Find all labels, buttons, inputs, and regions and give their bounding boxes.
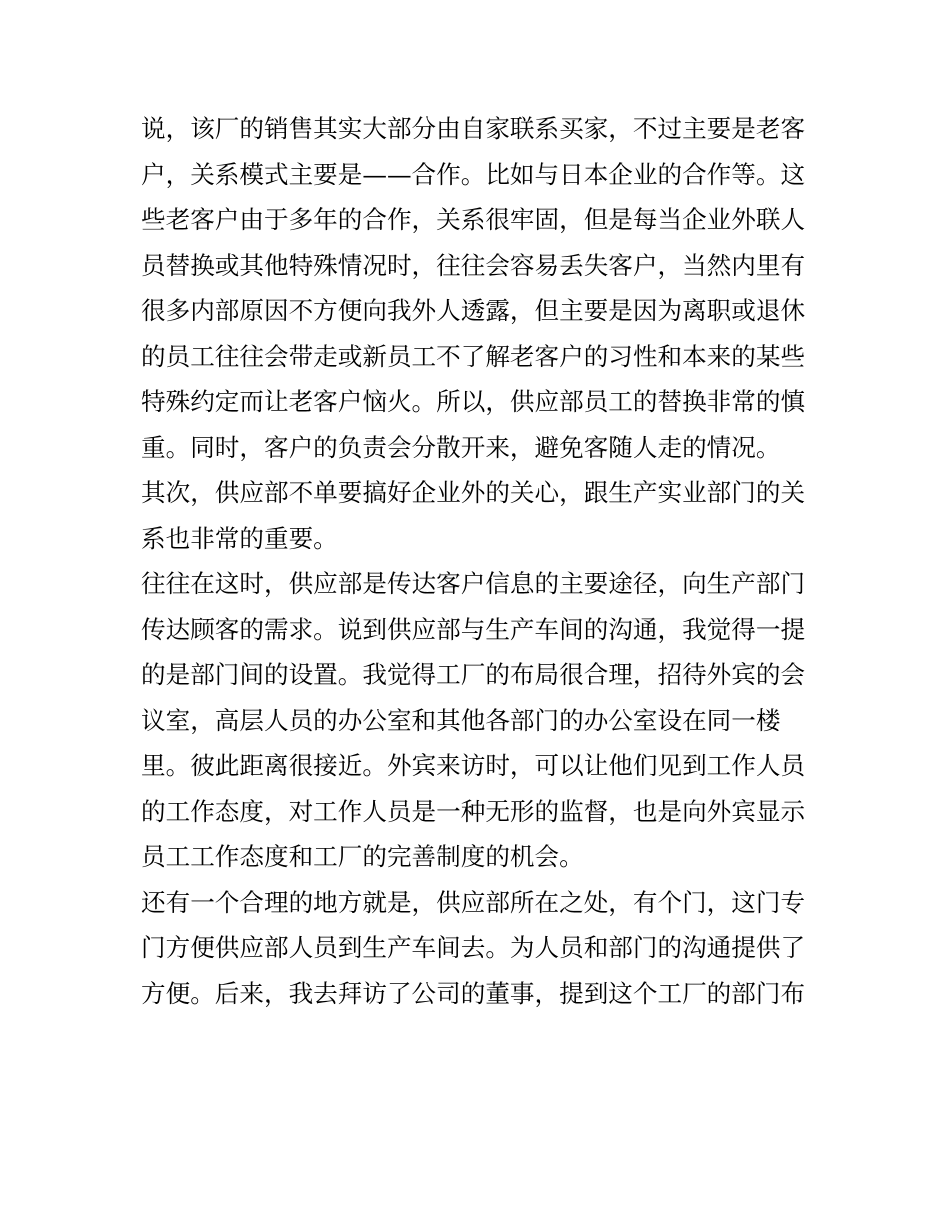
text-line: 的是部门间的设置。我觉得工厂的布局很合理，招待外宾的会 bbox=[141, 660, 806, 689]
text-line: 重。同时，客户的负责会分散开来，避免客随人走的情况。 bbox=[141, 432, 781, 462]
text-line: 其次，供应部不单要搞好企业外的关心，跟生产实业部门的关 bbox=[141, 478, 806, 507]
text-line: 的工作态度，对工作人员是一种无形的监督，也是向外宾显示 bbox=[141, 796, 806, 826]
text-line: 里。彼此距离很接近。外宾来访时，可以让他们见到工作人员 bbox=[141, 751, 806, 780]
text-line: 些老客户由于多年的合作，关系很牢固，但是每当企业外联人 bbox=[141, 205, 806, 234]
text-line: 还有一个合理的地方就是，供应部所在之处，有个门，这门专 bbox=[141, 887, 806, 917]
text-line: 的员工往往会带走或新员工不了解老客户的习性和本来的某些 bbox=[141, 341, 806, 371]
text-line: 很多内部原因不方便向我外人透露，但主要是因为离职或退休 bbox=[141, 296, 806, 325]
text-line: 员替换或其他特殊情况时，往往会容易丢失客户，当然内里有 bbox=[141, 250, 806, 280]
text-line: 说，该厂的销售其实大部分由自家联系买家，不过主要是老客 bbox=[141, 114, 806, 143]
text-line: 户，关系模式主要是——合作。比如与日本企业的合作等。这 bbox=[141, 159, 806, 189]
text-line: 议室，高层人员的办公室和其他各部门的办公室设在同一楼 bbox=[141, 705, 781, 735]
text-line: 往往在这时，供应部是传达客户信息的主要途径，向生产部门 bbox=[141, 569, 806, 598]
text-line: 特殊约定而让老客户恼火。所以，供应部员工的替换非常的慎 bbox=[141, 387, 806, 416]
text-line: 方便。后来，我去拜访了公司的董事，提到这个工厂的部门布 bbox=[141, 978, 806, 1008]
document-body bbox=[141, 106, 821, 1016]
text-line: 员工工作态度和工厂的完善制度的机会。 bbox=[141, 842, 584, 871]
text-line: 传达顾客的需求。说到供应部与生产车间的沟通，我觉得一提 bbox=[141, 614, 806, 644]
text-line: 系也非常的重要。 bbox=[141, 523, 338, 553]
text-line: 门方便供应部人员到生产车间去。为人员和部门的沟通提供了 bbox=[141, 933, 806, 962]
